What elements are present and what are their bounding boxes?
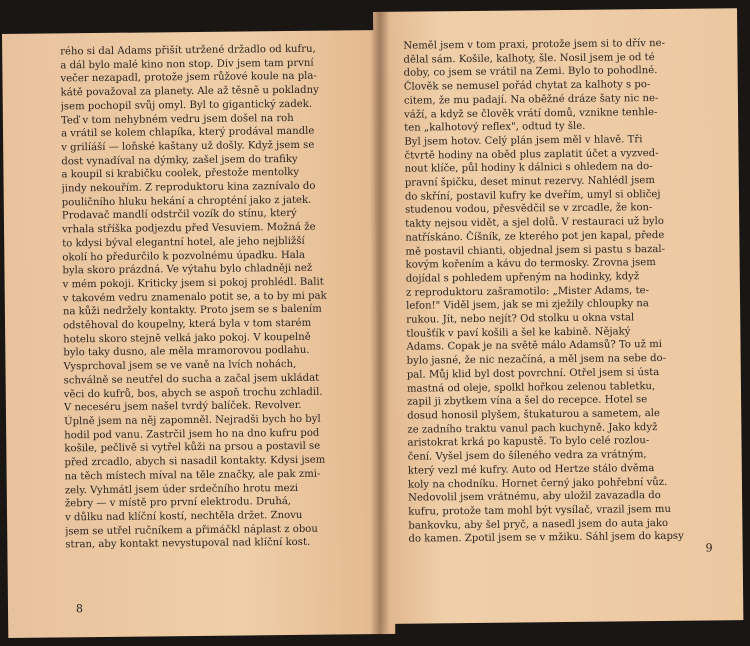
text-line: dosud honosil plyšem, štukaturou a sametem, ale xyxy=(407,408,660,422)
text-line: mě postavil chianti, objednal jsem si pastu s bazal- xyxy=(405,243,666,258)
text-line: zely. Vyhmátl jsem úder srdečního hrotu mezi xyxy=(64,482,299,496)
text-line: hotelu skoro stejně velká jako pokoj. V koupelně xyxy=(63,331,311,346)
text-line: kátě považoval za planety. Ale až těsně u pokladny xyxy=(60,84,319,99)
text-line: hodil pod vanu. Zastrčil jsem ho na dno kufru pod xyxy=(64,427,320,442)
text-line: Člověk se nemusel pořád chytat za kalhoty s po- xyxy=(403,79,651,93)
text-line: pouličního hluku hekání a chropténí jako z jatek. xyxy=(61,194,312,209)
text-line: bylo jasné, že nic nezačíná, a měl jsem na sebe do- xyxy=(406,353,667,367)
text-line: nout klíče, půl hodiny k dálnici s ohledem na do- xyxy=(404,161,653,176)
text-line: a koupil si krabičku coolek, přestože mentolky xyxy=(61,167,300,181)
text-line: jsem pochopil svůj omyl. Byl to gigantický zadek. xyxy=(60,98,313,113)
text-line: z reproduktoru zašramotilo: „Mister Adams, te- xyxy=(405,284,650,299)
text-line: mastná od oleje, spolkl hořkou zelenou tabletku, xyxy=(406,380,656,395)
text-line: schválně se neutřel do sucha a začal jsem ukládat xyxy=(63,372,320,387)
text-line: žebry — v místě pro první elektrodu. Druhá, xyxy=(64,496,292,510)
text-line: pal. Můj klid byl dost povrchní. Otřel jsem si ústa xyxy=(406,366,660,381)
text-line: okolí ho předurčilo k pozvolnému úpadku. Hala xyxy=(62,249,306,263)
text-line: zapil ji zbytkem vína a šel do recepce. Hotel se xyxy=(407,394,648,408)
text-line: kufru, protože tam mohl být vysílač, vrazil jsem mu xyxy=(408,503,672,518)
text-line: jindy nekouřím. Z reproduktoru kina zaznívalo do xyxy=(61,180,316,195)
text-line: na kůži nedržely kontakty. Proto jsem se s balením xyxy=(62,304,322,318)
text-line: ten „kalhotový reflex", odtud ty šle. xyxy=(404,121,586,134)
right-page-number: 9 xyxy=(705,541,713,555)
text-line: kovým kořením a kávu do termosky. Zrovna jsem xyxy=(405,257,656,271)
text-line: bankovku, aby šel pryč, a nasedl jsem do auta jako xyxy=(408,517,669,532)
text-line: rého si dal Adams přišít utržené držadlo od kufru, xyxy=(60,43,316,58)
left-page-number: 8 xyxy=(75,602,84,616)
text-line: Byl jsem hotov. Celý plán jsem měl v hlavě. Tři xyxy=(404,134,643,148)
text-line: byla skoro prázdná. Ve výtahu bylo chladněji než xyxy=(62,263,313,277)
text-line: do kamen. Zpotil jsem se v mžiku. Sáhl jsem do kapsy xyxy=(408,531,684,545)
text-line: vrhala stříška podjezdu před Vesuviem. Možná že xyxy=(61,221,316,236)
text-line: čení. Vyšel jsem do šíleného vedra za vrátným, xyxy=(407,449,647,463)
text-line: lefon!" Viděl jsem, jak se mi zježily chloupky na xyxy=(406,298,649,313)
text-line: citem, že mu padají. Na oběžné dráze šaty nic ne- xyxy=(403,92,659,107)
text-line: před zrcadlo, abych si nasadil kontakty. Kdysi jsem xyxy=(64,454,326,469)
text-line: bylo taky dusno, ale měla mramorovou podlahu. xyxy=(63,345,310,359)
text-line: jsem se utřel ručníkem a přimáčkl náplast z obou xyxy=(65,523,318,537)
text-line: tloušťík v paví košili a šel ke kabině. Nějaký xyxy=(406,326,631,340)
text-line: na těch místech míval na těle značky, ale pak zmi- xyxy=(64,468,321,483)
text-line: odstěhoval do koupelny, která byla v tom starém xyxy=(63,317,312,332)
text-line: Neměl jsem v tom praxi, protože jsem si to dřív ne- xyxy=(403,37,666,52)
text-line: Nedovolil jsem vrátnému, aby uložil zavazadla do xyxy=(408,490,661,504)
text-line: Úplně jsem na něj zapomněl. Nejradši bych ho byl xyxy=(64,413,321,428)
text-line: stran, aby kontakt nevystupoval nad klíční kost. xyxy=(65,537,311,551)
text-line: Vysprchoval jsem se ve vaně na lvích nohách, xyxy=(63,359,297,373)
text-line: V neceséru jsem našel tvrdý balíček. Revolver. xyxy=(63,400,302,414)
text-line: pravní špičku, deset minut rezervy. Nahlédl jsem xyxy=(404,175,655,189)
text-line: studenou vodou, přesvědčil se v zrcadle, že kon- xyxy=(405,202,653,217)
text-line: a dál bylo malé kino non stop. Div jsem tam první xyxy=(60,57,314,72)
text-line: ze zadního traktu vanul pach kuchyně. Jako když xyxy=(407,421,658,436)
text-line: který vezl mé kufry. Auto od Hertze stálo dvěma xyxy=(407,462,655,477)
text-line: čtvrtě hodiny na oběd plus zaplatit účet a vyzved- xyxy=(404,147,659,162)
text-line: v takovém vedru znamenalo potit se, a to by mi pak xyxy=(62,290,327,305)
text-line: rukou. Jít, nebo nejít? Od stolku u okna vstal xyxy=(406,312,635,326)
text-line: a vrátil se kolem chlapíka, který prodával mandle xyxy=(60,125,315,140)
text-line: v grilíáší — loňské kaštany už došly. Když jsem se xyxy=(61,139,315,154)
text-line: takty nejsou vidět, a sjel dolů. V restauraci už bylo xyxy=(405,216,664,230)
text-line: večer nezapadl, protože jsem růžové koule na pla- xyxy=(60,71,317,85)
text-line: dost vynadíval na dýmky, zašel jsem do trafiky xyxy=(61,153,298,168)
text-line: dojídal s pohledem upřeným na hodinky, když xyxy=(405,271,640,285)
text-line: košile, pečlivě si vytřel kůži na prsou a postavil se xyxy=(64,441,321,455)
text-line: koly na chodníku. Hornet černý jako pohřební vůz. xyxy=(407,476,668,491)
text-line: Prodavač mandlí odstrčil vozík do stínu, který xyxy=(61,208,297,222)
text-line: aristokrat krká po kapustě. To bylo celé rozlou- xyxy=(407,435,650,450)
text-line: natřískáno. Číšník, ze kterého pot jen kapal, přede xyxy=(405,229,665,244)
text-line: v důlku nad klíční kostí, nechtěla držet. Znovu xyxy=(65,509,303,524)
text-line: to kdysi býval elegantní hotel, ale jeho nejbližší xyxy=(62,235,305,250)
right-page-text xyxy=(403,36,714,546)
text-line: doby, co jsem se vrátil na Zemi. Bylo to pohodlné. xyxy=(403,65,658,80)
text-line: v mém pokoji. Kriticky jsem si pokoj prohlédl. Balit xyxy=(62,276,324,291)
text-line: do skříní, postavil kufry ke dveřím, umyl si obličej xyxy=(404,188,661,203)
text-line: Teď v tom nehybném vedru jsem došel na roh xyxy=(60,112,294,126)
left-page-text xyxy=(60,42,374,552)
text-line: Adams. Copak je na světě málo Adamsů? To už mi xyxy=(406,339,663,354)
text-line: dělal sám. Košile, kalhoty, šle. Nosil jsem je od té xyxy=(403,51,655,66)
left-page xyxy=(2,30,395,638)
text-line: váží, a když se člověk vrátí domů, vznikne tenhle- xyxy=(404,106,658,121)
text-line: věci do kufrů, bos, abych se aspoň trochu zchladil. xyxy=(63,386,323,400)
right-page xyxy=(373,8,743,624)
